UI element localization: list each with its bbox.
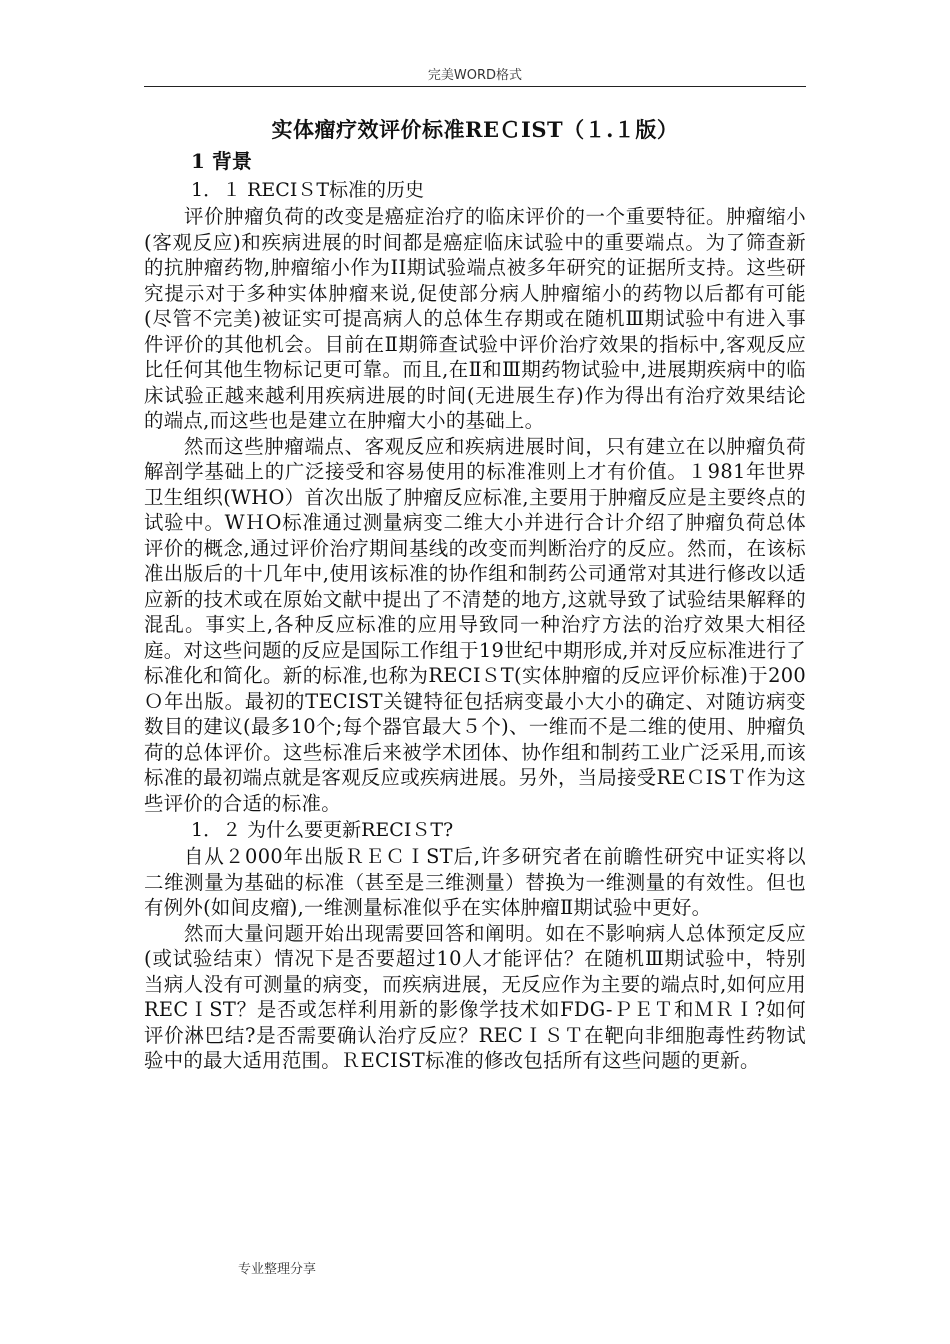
document-title: 实体瘤疗效评价标准REＣIST（１.１版）	[271, 117, 679, 142]
section-heading-background: 1 背景	[191, 149, 252, 173]
paragraph: 评价肿瘤负荷的改变是癌症治疗的临床评价的一个重要特征。肿瘤缩小(客观反应)和疾病进展的时间都是癌症临床试验中的重要端点。为了筛查新的抗肿瘤药物,肿瘤缩小作为II期试验端点被多年研究的证据所支持。这些研究提示对于多种实体肿瘤来说,促使部分病人肿瘤缩小的药物以后都有可能(尽管不完美)被证实可提高病人的总体生存期或在随机Ⅲ期试验中有进入事件评价的其他机会。目前在Ⅱ期筛查试验中评价治疗效果的指标中,客观反应比任何其他生物标记更可靠。而且,在Ⅱ和Ⅲ期药物试验中,进展期疾病中的临床试验正越来越利用疾病进展的时间(无进展生存)作为得出有治疗效果结论的端点,而这些也是建立在肿瘤大小的基础上。	[144, 205, 806, 432]
paragraph: 然而这些肿瘤端点、客观反应和疾病进展时间，只有建立在以肿瘤负荷解剖学基础上的广泛接受和容易使用的标准准则上才有价值。１981年世界卫生组织(WHO）首次出版了肿瘤反应标准,主要用于肿瘤反应是主要终点的试验中。WＨO标准通过测量病变二维大小并进行合计介绍了肿瘤负荷总体评价的概念,通过评价治疗期间基线的改变而判断治疗的反应。然而，在该标准出版后的十几年中,使用该标准的协作组和制药公司通常对其进行修改以适应新的技术或在原始文献中提出了不清楚的地方,这就导致了试验结果解释的混乱。事实上,各种反应标准的应用导致同一种治疗方法的治疗效果大相径庭。对这些问题的反应是国际工作组于19世纪中期形成,并对反应标准进行了标准化和简化。新的标准,也称为RECIＳT(实体肿瘤的反应评价标准)于200Ｏ年出版。最初的TECIST关键特征包括病变最小大小的确定、对随访病变数目的建议(最多10个;每个器官最大５个)、一维而不是二维的使用、肿瘤负荷的总体评价。这些标准后来被学术团体、协作组和制药工业广泛采用,而该标准的最初端点就是客观反应或疾病进展。另外，当局接受REＣISＴ作为这些评价的合适的标准。	[144, 434, 806, 815]
paragraph: 自从２000年出版ＲＥＣＩST后,许多研究者在前瞻性研究中证实将以二维测量为基础的标准（甚至是三维测量）替换为一维测量的有效性。但也有例外(如间皮瘤),一维测量标准似乎在实体肿瘤Ⅱ期试验中更好。	[144, 845, 806, 919]
subsection-heading-history: 1．１ RECIＳT标准的历史	[191, 179, 425, 201]
header-divider	[144, 86, 806, 87]
page-footer: 专业整理分享	[238, 1262, 317, 1277]
page-header: 完美WORD格式	[427, 68, 523, 83]
document-body	[144, 114, 806, 1074]
subsection-heading-why-update: 1．２ 为什么要更新RECIＳT?	[191, 819, 454, 841]
paragraph: 然而大量问题开始出现需要回答和阐明。如在不影响病人总体预定反应(或试验结束）情况下是否要超过10人才能评估？在随机Ⅲ期试验中，特别当病人没有可测量的病变，而疾病进展，无反应作为主要的端点时,如何应用RECＩST？是否或怎样利用新的影像学技术如FDG-ＰＥＴ和ＭＲＩ?如何评价淋巴结?是否需要确认治疗反应？RECＩＳＴ在靶向非细胞毒性药物试验中的最大适用范围。ＲECIST标准的修改包括所有这些问题的更新。	[144, 921, 806, 1072]
